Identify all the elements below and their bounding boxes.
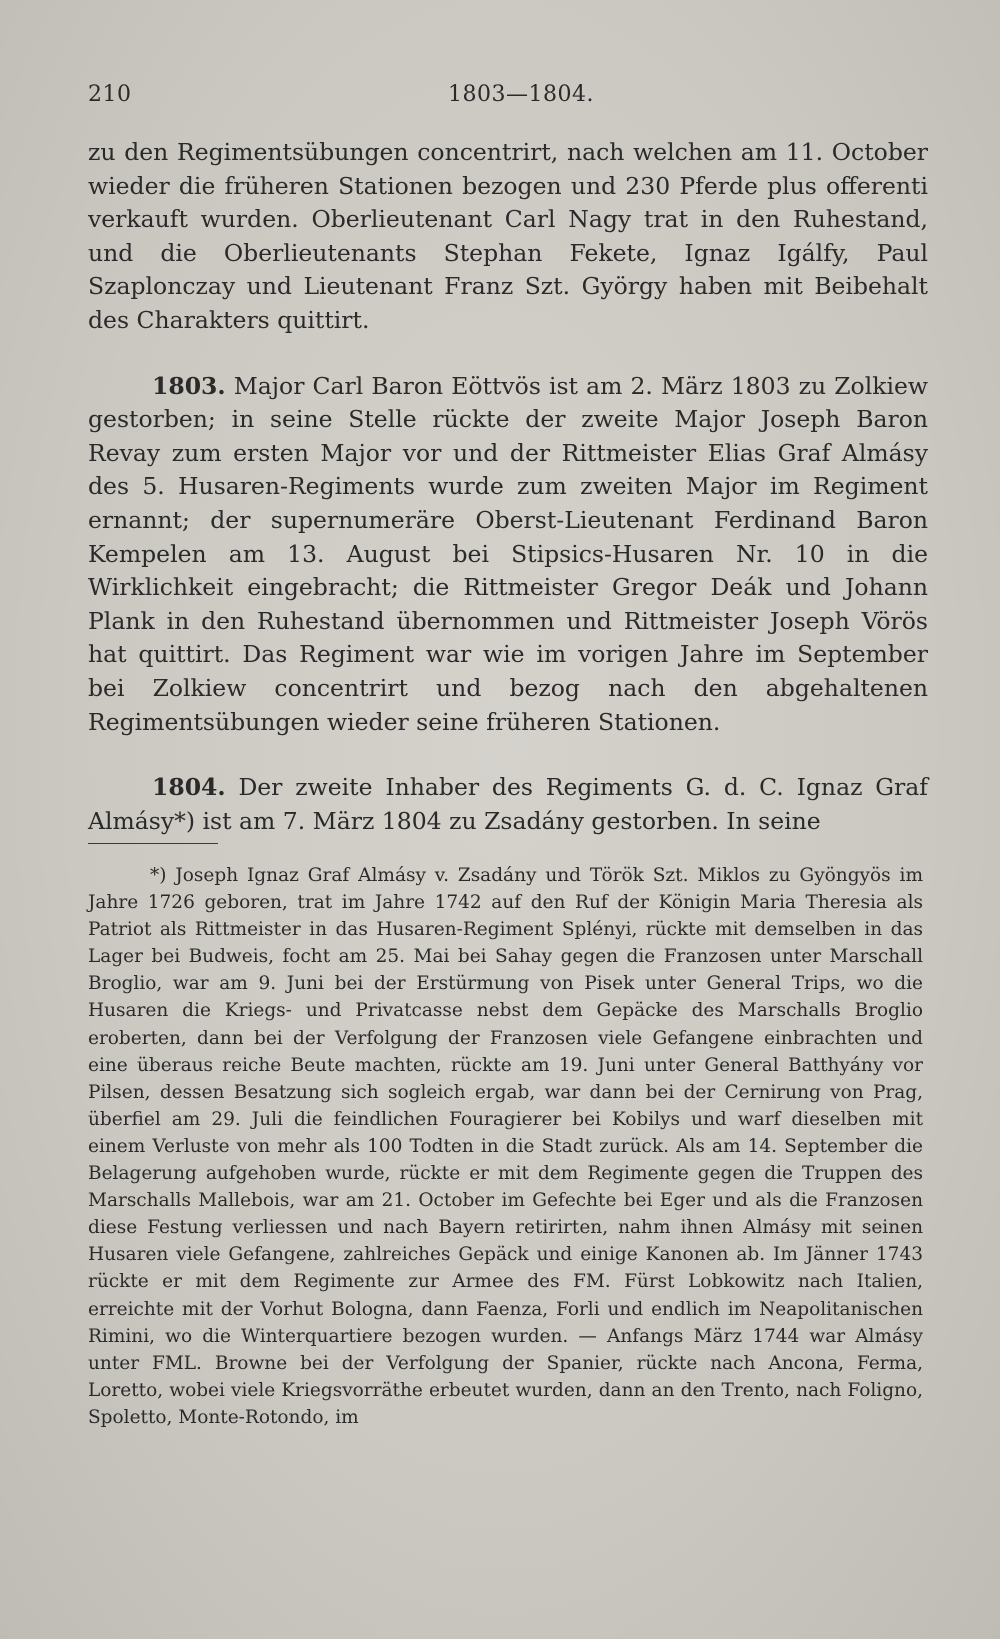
main-text xyxy=(88,136,928,838)
year-heading-1804: 1804. xyxy=(152,773,226,802)
entry-1804-text: Der zweite Inhaber des Regiments G. d. C. Ignaz Graf Almásy*) ist am 7. März 1804 zu Zsadány gestorben. In seine xyxy=(88,773,928,835)
entry-1803-text: Major Carl Baron Eöttvös ist am 2. März 1803 zu Zolkiew gestorben; in seine Stelle rückte der zweite Major Joseph Baron Revay zum ersten Major vor und der Rittmeister Elias Graf Almásy des 5. Husaren-Regiments wurde zum zweiten Major im Regiment ernannt; der supernumeräre Oberst-Lieutenant Ferdinand Baron Kempelen am 13. August bei Stipsics-Husaren Nr. 10 in die Wirklichkeit eingebracht; die Rittmeister Gregor Deák und Johann Plank in den Ruhestand übernommen und Rittmeister Joseph Vörös hat quittirt. Das Regiment war wie im vorigen Jahre im September bei Zolkiew concentrirt und bezog nach den abgehaltenen Regimentsübungen wieder seine früheren Stationen. xyxy=(88,371,928,736)
footnote-separator xyxy=(88,843,218,844)
running-head: 1803—1804. xyxy=(448,82,594,107)
page-header xyxy=(88,82,918,116)
footnote: *) Joseph Ignaz Graf Almásy v. Zsadány und Török Szt. Miklos zu Gyöngyös im Jahre 1726 geboren, trat im Jahre 1742 auf den Ruf der Königin Maria Theresia als Patriot als Rittmeister in das Husaren-Regiment Splényi, rückte mit demselben in das Lager bei Budweis, focht am 25. Mai bei Sahay gegen die Franzosen unter Marschall Broglio, war am 9. Juni bei der Erstürmung von Pisek unter General Trips, wo die Husaren die Kriegs- und Privatcasse nebst dem Gepäcke des Marschalls Broglio eroberten, dann bei der Verfolgung der Franzosen viele Gefangene einbrachten und eine überaus reiche Beute machten, rückte am 19. Juni unter General Batthyány vor Pilsen, dessen Besatzung sich sogleich ergab, war dann bei der Cernirung von Prag, überfiel am 29. Juli die feindlichen Fouragierer bei Kobilys und warf dieselben mit einem Verluste von mehr als 100 Todten in die Stadt zurück. Als am 14. September die Belagerung aufgehoben wurde, rückte er mit dem Regimente gegen die Truppen des Marschalls Mallebois, war am 21. October im Gefechte bei Eger und als die Franzosen diese Festung verliessen und nach Bayern retirirten, nahm ihnen Almásy mit seinen Husaren viele Gefangene, zahlreiches Gepäck und einige Kanonen ab. Im Jänner 1743 rückte er mit dem Regimente zur Armee des FM. Fürst Lobkowitz nach Italien, erreichte mit der Vorhut Bologna, dann Faenza, Forli und endlich im Neapolitanischen Rimini, wo die Winterquartiere bezogen wurden. — Anfangs März 1744 war Almásy unter FML. Browne bei der Verfolgung der Spanier, rückte nach Ancona, Ferma, Loretto, wobei viele Kriegsvorräthe erbeutet wurden, dann an den Trento, nach Foligno, Spoletto, Monte-Rotondo, im xyxy=(88,865,923,1428)
page-number: 210 xyxy=(88,82,132,107)
year-heading-1803: 1803. xyxy=(152,371,226,400)
paragraph-continued: zu den Regimentsübungen concentrirt, nach welchen am 11. October wieder die früheren Stationen bezogen und 230 Pferde plus offerenti verkauft wurden. Oberlieutenant Carl Nagy trat in den Ruhestand, und die Oberlieutenants Stephan Fekete, Ignaz Igálfy, Paul Szaplonczay und Lieutenant Franz Szt. György haben mit Beibehalt des Charakters quittirt. xyxy=(88,138,928,334)
entry-1803 xyxy=(88,370,928,740)
entry-1804 xyxy=(88,771,928,838)
